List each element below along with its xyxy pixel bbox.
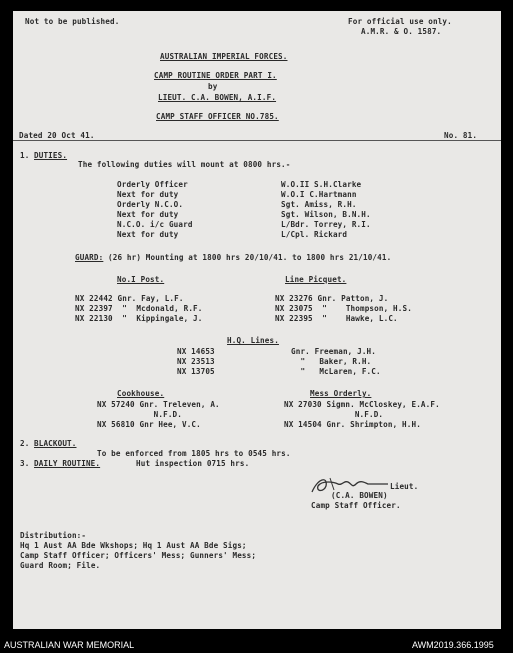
mess-orderly-title: Mess Orderly.	[310, 389, 372, 398]
duty-name: W.O.II S.H.Clarke	[281, 180, 362, 189]
duty-name: Sgt. Amiss, R.H.	[281, 200, 357, 209]
post-1-entry: NX 22442 Gnr. Fay, L.F.	[75, 294, 184, 303]
mess-orderly-entry: NX 14504 Gnr. Shrimpton, H.H.	[284, 420, 421, 429]
hq-lines-number: NX 13705	[177, 367, 215, 376]
duty-role: N.C.O. i/c Guard	[117, 220, 193, 229]
routine-text: Hut inspection 0715 hrs.	[136, 459, 250, 468]
title-line-5: CAMP STAFF OFFICER NO.785.	[156, 112, 279, 121]
archive-credit: AUSTRALIAN WAR MEMORIAL	[4, 640, 135, 650]
duty-role: Orderly Officer	[117, 180, 188, 189]
post-1-entry: NX 22397 " Mcdonald, R.F.	[75, 304, 203, 313]
title-line-4: LIEUT. C.A. BOWEN, A.I.F.	[158, 93, 277, 102]
signature-rank: Lieut.	[390, 482, 419, 491]
title-line-2: CAMP ROUTINE ORDER PART I.	[154, 71, 277, 80]
mess-orderly-entry: N.F.D.	[284, 410, 384, 419]
hq-lines-number: NX 14653	[177, 347, 215, 356]
duty-role: Next for duty	[117, 230, 179, 239]
duty-name: L/Bdr. Torrey, R.I.	[281, 220, 371, 229]
distribution-line: Hq 1 Aust AA Bde Wkshops; Hq 1 Aust AA Bde Sigs;	[20, 541, 247, 550]
guard-label: GUARD:	[75, 253, 104, 262]
section-3-number: 3.	[20, 459, 30, 468]
duty-name: W.O.I C.Hartmann	[281, 190, 357, 199]
official-use-note: For official use only.	[348, 17, 452, 26]
guard-text: (26 hr) Mounting at 1800 hrs 20/10/41. to 1800 hrs 21/10/41.	[108, 253, 392, 262]
duties-intro: The following duties will mount at 0800 hrs.-	[78, 160, 291, 169]
duty-role: Orderly N.C.O.	[117, 200, 184, 209]
hq-lines-title: H.Q. Lines.	[227, 336, 279, 345]
hq-lines-name: Gnr. Freeman, J.H.	[291, 347, 376, 356]
title-line-3: by	[208, 82, 218, 91]
cookhouse-entry: NX 57240 Gnr. Treleven, A.	[97, 400, 220, 409]
post-1-title: No.I Post.	[117, 275, 165, 284]
signature-title: Camp Staff Officer.	[311, 501, 401, 510]
section-2-heading: BLACKOUT.	[34, 439, 77, 448]
duty-name: L/Cpl. Rickard	[281, 230, 348, 239]
reference-number: A.M.R. & O. 1587.	[361, 27, 442, 36]
order-number: No. 81.	[444, 131, 478, 140]
cookhouse-entry: NX 56810 Gnr Hee, V.C.	[97, 420, 201, 429]
mess-orderly-entry: NX 27030 Sigmn. McCloskey, E.A.F.	[284, 400, 440, 409]
section-2-number: 2.	[20, 439, 30, 448]
title-line-1: AUSTRALIAN IMPERIAL FORCES.	[160, 52, 288, 61]
hq-lines-name: " McLaren, F.C.	[291, 367, 381, 376]
picquet-entry: NX 23276 Gnr. Patton, J.	[275, 294, 389, 303]
post-1-entry: NX 22130 " Kippingale, J.	[75, 314, 203, 323]
hq-lines-number: NX 23513	[177, 357, 215, 366]
hq-lines-name: " Baker, R.H.	[291, 357, 372, 366]
distribution-line: Guard Room; File.	[20, 561, 101, 570]
duty-role: Next for duty	[117, 190, 179, 199]
blackout-text: To be enforced from 1805 hrs to 0545 hrs.	[97, 449, 291, 458]
section-1-heading: DUTIES.	[34, 151, 68, 160]
document-page	[13, 11, 501, 629]
distribution-label: Distribution:-	[20, 531, 87, 540]
duty-role: Next for duty	[117, 210, 179, 219]
header-divider	[13, 140, 501, 141]
signature-name: (C.A. BOWEN)	[331, 491, 388, 500]
dated-label: Dated 20 Oct 41.	[19, 131, 95, 140]
archive-id: AWM2019.366.1995	[412, 640, 494, 650]
cookhouse-title: Cookhouse.	[117, 389, 165, 398]
picquet-entry: NX 22395 " Hawke, L.C.	[275, 314, 398, 323]
line-picquet-title: Line Picquet.	[285, 275, 347, 284]
not-published-note: Not to be published.	[25, 17, 120, 26]
section-1-number: 1.	[20, 151, 30, 160]
duty-name: Sgt. Wilson, B.N.H.	[281, 210, 371, 219]
section-3-heading: DAILY ROUTINE.	[34, 459, 101, 468]
picquet-entry: NX 23075 " Thompson, H.S.	[275, 304, 412, 313]
cookhouse-entry: N.F.D.	[97, 410, 182, 419]
distribution-line: Camp Staff Officer; Officers' Mess; Gunners' Mess;	[20, 551, 257, 560]
